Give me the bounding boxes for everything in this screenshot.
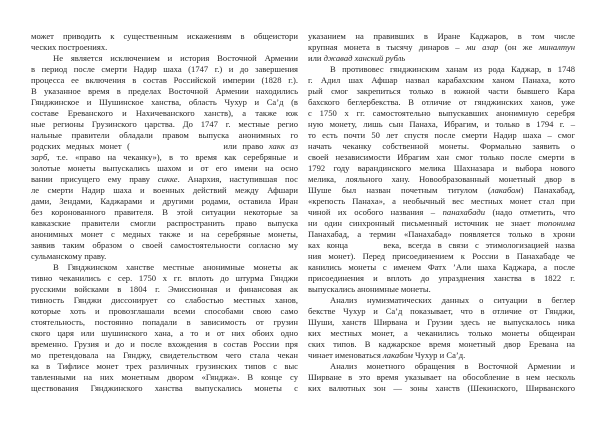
- text-line: [31, 174, 298, 185]
- text-run: сульманскому праву.: [31, 251, 107, 261]
- text-run: Шуше был назван почетным титулом (: [308, 185, 491, 195]
- text-line: [308, 328, 575, 339]
- text-run: может приводить к существенным искажениям в общеистори: [31, 31, 298, 41]
- text-run: Панахабад, а термин «Панахабад» появляется только в хрони: [308, 229, 575, 239]
- text-run: канились монеты с именем Фатх ’Али шаха Каджара, а после: [308, 262, 575, 272]
- text-run: чинает именоваться: [308, 350, 383, 360]
- text-line: [31, 141, 298, 152]
- text-run: Чухур и Са’д.: [412, 350, 466, 360]
- text-line: [31, 64, 298, 75]
- text-run: В противовес гянджинским ханам из рода Каджар, в 1748: [330, 64, 575, 74]
- text-line: [31, 163, 298, 174]
- text-run: (он же: [498, 42, 539, 52]
- text-run: чиной их особого названия –: [308, 207, 443, 217]
- text-run: ких валютных зон — зоны ханств (Шекинского, Ширванского: [308, 383, 575, 393]
- text-line: [308, 251, 575, 262]
- text-run: Гянджинское и Шушинское ханства, область Чухур и Са’д (в: [31, 97, 298, 107]
- text-run: вании присущего ему праву: [31, 174, 158, 184]
- text-run: ского царя или шушинского хана, а то и от них обоих одно: [31, 328, 298, 338]
- text-run: тивность Гянджи диссонирует со слабостью местных ханов,: [31, 295, 298, 305]
- text-line: [308, 31, 575, 42]
- text-line: [308, 152, 575, 163]
- text-run: ле смерти Надир шаха и военных действий между Афшари: [31, 185, 298, 195]
- text-line: [31, 251, 298, 262]
- text-run: которые хоть и провозглашали всеми способами свою само: [31, 306, 298, 316]
- text-line: [308, 339, 575, 350]
- text-line: [31, 306, 298, 317]
- right-column: [308, 31, 575, 394]
- italic-text-run: зарб: [31, 152, 48, 162]
- text-line: [308, 119, 575, 130]
- text-line: [308, 174, 575, 185]
- text-line: [31, 218, 298, 229]
- text-run: составе Ереванского и Нахичеванского ханств), а также юж: [31, 108, 298, 118]
- text-run: Анализ нумизматических данных о ситуации в беглер: [330, 295, 575, 305]
- italic-text-run: топонима: [537, 218, 575, 228]
- text-run: бахского беглербекства. В отличие от гянджинских ханов, уже: [308, 97, 575, 107]
- text-line: [31, 229, 298, 240]
- text-line: [308, 273, 575, 284]
- text-run: ких местных монет, а чеканились только монеты общеиран: [308, 328, 575, 338]
- text-line: [31, 53, 298, 64]
- text-run: рый смог закрепиться только в южной части бывшего Кара: [308, 86, 575, 96]
- text-line: [308, 207, 575, 218]
- text-line: [31, 130, 298, 141]
- italic-text-run: панахабади: [442, 207, 486, 217]
- text-line: [31, 152, 298, 163]
- text-run: ния монет). Перед присоединением к России в Панахабаде че: [308, 251, 575, 261]
- text-line: [308, 284, 575, 295]
- italic-text-run: хакк аз: [268, 141, 298, 151]
- text-run: Ширване в это время указывает на обособление в нем несколь: [308, 372, 575, 382]
- text-run: родских медных монет (: [31, 141, 130, 151]
- text-line: [308, 108, 575, 119]
- text-line: [308, 295, 575, 306]
- text-line: [31, 339, 298, 350]
- text-line: [31, 328, 298, 339]
- text-run: с 1750 х гг. самостоятельно выпускавших анонимную серебря: [308, 108, 575, 118]
- text-line: [308, 86, 575, 97]
- left-column: [31, 31, 298, 394]
- text-line: [308, 240, 575, 251]
- text-line: [308, 75, 575, 86]
- text-run: анонимных монет с медных также и на серебряные монеты,: [31, 229, 298, 239]
- blank-gap: [355, 247, 377, 248]
- text-run: процесса ее включения в состав Российской империи (1828 г.).: [31, 75, 298, 85]
- text-run: тавленными на них монетным двором «Гянджа». В конце су: [31, 372, 298, 382]
- text-line: [31, 284, 298, 295]
- text-run: дами, Зендами, Каджарами и другими родами, оставила Иран: [31, 196, 298, 206]
- text-run: русскими войсками в 1804 г. Эмиссионная и финансовая ак: [31, 284, 298, 294]
- text-line: [31, 372, 298, 383]
- text-run: заявив таким образом о своей самостоятельности согласно му: [31, 240, 298, 250]
- text-line: [31, 240, 298, 251]
- text-line: [308, 350, 575, 361]
- text-run: 1792 году варандинского мелика Шахназара и выбора нового: [308, 163, 575, 173]
- italic-text-run: миналтун: [538, 42, 575, 52]
- italic-text-run: лакабом: [382, 350, 413, 360]
- text-run: Не является исключением и история Восточной Армении: [53, 53, 298, 63]
- text-line: [308, 97, 575, 108]
- italic-text-run: лакабом: [490, 185, 521, 195]
- text-run: золотые монеты выпускались шахом и от его имени на осно: [31, 163, 298, 173]
- text-line: [31, 108, 298, 119]
- text-line: [31, 295, 298, 306]
- text-line: [308, 383, 575, 394]
- text-run: начать чеканку собственной монеты. Формально заявить о: [308, 141, 575, 151]
- text-line: [308, 130, 575, 141]
- text-run: или: [308, 53, 324, 63]
- text-line: [308, 141, 575, 152]
- text-line: [308, 218, 575, 229]
- text-run: кавказские правители смогли распространить право выпуска: [31, 218, 298, 228]
- text-line: [31, 207, 298, 218]
- text-line: [31, 196, 298, 207]
- text-line: [31, 317, 298, 328]
- text-run: нальные правители обладали правом выпуска анонимных го: [31, 130, 298, 140]
- text-run: присоединения и вплоть до упразднения ханства в 1822 г.: [308, 273, 575, 283]
- blank-gap: [130, 148, 218, 149]
- text-line: [31, 383, 298, 394]
- text-line: [31, 273, 298, 284]
- text-line: [31, 361, 298, 372]
- text-run: своей независимости Ибрагим хан смог только после смерти в: [308, 152, 575, 162]
- text-run: . Анархия, наступившая пос: [177, 174, 298, 184]
- text-run: Анализ монетного обращения в Восточной Армении и: [330, 361, 575, 371]
- text-line: [308, 185, 575, 196]
- text-run: ческих построениях.: [31, 42, 108, 52]
- text-run: ную монету, лишь сын Панаха, Ибрагим, и только в 1794 г. –: [308, 119, 575, 129]
- text-line: [308, 53, 575, 64]
- text-line: [308, 262, 575, 273]
- text-run: ках конца: [308, 240, 355, 250]
- text-line: [31, 119, 298, 130]
- text-line: [308, 229, 575, 240]
- text-line: [308, 372, 575, 383]
- text-run: ка в Тифлисе монет трех различных грузинских типов с выс: [31, 361, 298, 371]
- text-run: ) Панахабад,: [520, 185, 575, 195]
- text-run: без коронованного правителя. В этой ситуации некоторые за: [31, 207, 298, 217]
- italic-text-run: ми азар: [465, 42, 499, 52]
- text-line: [31, 97, 298, 108]
- text-run: тивно чеканились с сер. 1750 х гг. вплоть до штурма Гянджи: [31, 273, 298, 283]
- text-line: [31, 350, 298, 361]
- text-run: г. Адил шах Афшар назвал карабахским ханом Панаха, кото: [308, 75, 575, 85]
- text-line: [308, 306, 575, 317]
- text-run: ни один синхронный письменный источник не знает: [308, 218, 538, 228]
- text-line: [31, 185, 298, 196]
- text-line: [31, 75, 298, 86]
- text-line: [31, 42, 298, 53]
- text-run: временно. Грузия и до и после вхождения в состав России пря: [31, 339, 298, 349]
- text-run: или право: [217, 141, 269, 151]
- text-run: В указанное время в пределах Восточной Армении находились: [31, 86, 298, 96]
- text-run: бекстве Чухур и Са’д показывает, что в отличие от Гянджи,: [308, 306, 575, 316]
- text-run: ные регионы Грузинского царства. До 1747 г. местные регио: [31, 119, 298, 129]
- text-run: выпускались анонимные монеты.: [308, 284, 431, 294]
- text-run: , т.е. «право на чеканку»), в то время как серебряные и: [47, 152, 298, 162]
- text-line: [31, 86, 298, 97]
- text-run: крупная монета в тысячу динаров –: [308, 42, 466, 52]
- text-run: указанием на правивших в Иране Каджаров, в том числе: [308, 31, 575, 41]
- text-line: [31, 262, 298, 273]
- text-run: В Гянджинском ханстве местные анонимные монеты ак: [53, 262, 298, 272]
- text-run: ществования Гянджинского ханства выпускались монеты с: [31, 383, 298, 393]
- text-line: [308, 317, 575, 328]
- text-line: [308, 361, 575, 372]
- text-line: [308, 196, 575, 207]
- text-run: (надо отметить, что: [485, 207, 576, 217]
- text-line: [308, 42, 575, 53]
- text-run: в период после смерти Надир шаха (1747 г.) и до завершения: [31, 64, 298, 74]
- italic-text-run: сикке: [157, 174, 178, 184]
- text-line: [31, 31, 298, 42]
- text-run: века, всегда в связи с этимологизацией назва: [376, 240, 575, 250]
- text-line: [308, 64, 575, 75]
- text-line: [308, 163, 575, 174]
- italic-text-run: джавад ханский рубль: [323, 53, 406, 63]
- text-run: мелика, лояльного хану. Новообразованный монетный двор в: [308, 174, 575, 184]
- text-run: Шуши, ханств Ширвана и Грузии здесь не выпускалось ника: [308, 317, 575, 327]
- text-run: ских типов. В каджарское время монетный двор Еревана на: [308, 339, 575, 349]
- text-run: «крепость Панаха», а необычный вес местных монет стал при: [308, 196, 575, 206]
- text-run: мо претендовала на Гянджу, свидетельством чего стала чекан: [31, 350, 298, 360]
- text-run: стоятельность, постоянно попадали в зависимость от грузин: [31, 317, 298, 327]
- text-run: то есть почти 50 лет спустя после смерти Надир шаха – смог: [308, 130, 575, 140]
